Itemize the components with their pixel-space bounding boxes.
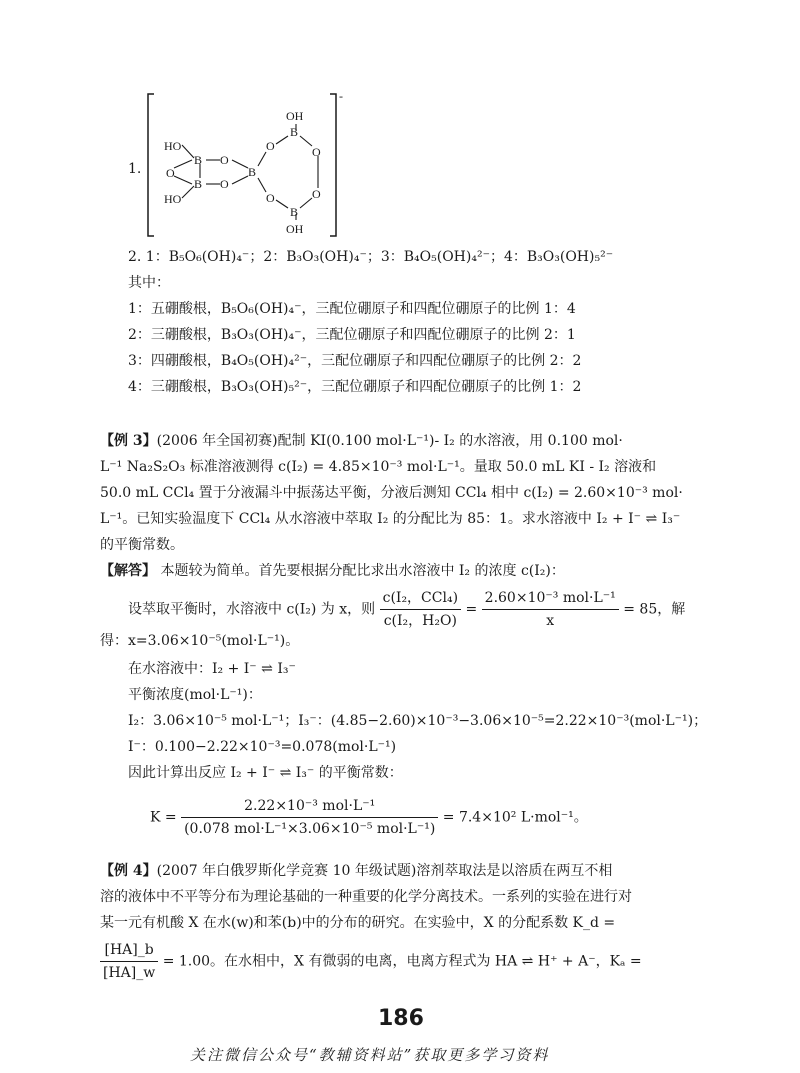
example3-line-2: L⁻¹ Na₂S₂O₃ 标准溶液测得 c(I₂) = 4.85×10⁻³ mol·L⁻¹。量取 50.0 mL KI - I₂ 溶液和 [100,459,657,475]
answer-item-1: 1：五硼酸根，B₅O₆(OH)₄⁻，三配位硼原子和四配位硼原子的比例 1：4 [128,301,576,317]
page-number: 186 [378,1006,424,1031]
example4-line-2: 溶的液体中不平等分布为理论基础的一种重要的化学分离技术。一系列的实验在进行对 [100,889,632,905]
solution3-intro: 本题较为简单。首先要根据分配比求出水溶液中 I₂ 的浓度 c(I₂)： [160,563,565,579]
atom-o5: O [266,191,275,205]
atom-o6: O [312,145,321,159]
atom-ho-lower: HO [164,192,182,206]
example3-line-5: 的平衡常数。 [100,537,184,553]
among-label: 其中： [128,275,170,291]
solution3-setup: 设萃取平衡时，水溶液中 c(I₂) 为 x，则 $\frac{\text{c(I₂，CCl₄)}}{\text{c(I₂，H₂O)}}$ = $\frac{\text{2.60×10⁻³ mol·L⁻¹}}{x}$ = 85，解 [128,590,686,629]
answer-line-2-prefix: 2. 1： [128,249,169,265]
atom-b2: B [194,177,203,191]
fraction-value-den: x [546,613,555,629]
atom-b1: B [194,153,203,167]
example4-line-3: 某一元有机酸 X 在水(w)和苯(b)中的分布的研究。在实验中，X 的分配系数 K_d = [100,915,616,931]
answer-line-2-part2: 2：B₃O₃(OH)₄⁻； [263,249,381,265]
eq-conc-label: 平衡浓度(mol·L⁻¹)： [128,687,262,703]
answer-item-2: 2：三硼酸根，B₃O₃(OH)₄⁻，三配位硼原子和四配位硼原子的比例 2：1 [128,327,576,343]
atom-o7: O [312,187,321,201]
fraction-distribution-num: c(I₂，CCl₄) [380,588,461,610]
atom-ho-upper: HO [164,139,182,153]
item-number: 1. [128,161,142,177]
answer-line-2 [128,248,613,266]
atom-o4: O [266,139,275,153]
answer-item-3: 3：四硼酸根，B₄O₅(OH)₄²⁻，三配位硼原子和四配位硼原子的比例 2：2 [128,353,582,369]
example3-line-1 [100,432,623,450]
atom-b3: B [248,165,257,179]
fraction-distribution-den: c(I₂，H₂O) [383,613,457,629]
k-fraction-num: 2.22×10⁻³ mol·L⁻¹ [181,796,438,818]
atom-oh-bottom: OH [286,222,304,236]
example3-line-4: L⁻¹。已知实验温度下 CCl₄ 从水溶液中萃取 I₂ 的分配比为 85：1。求水溶液中 I₂ + I⁻ ⇌ I₃⁻ [100,511,681,527]
fraction-value [482,588,619,631]
hab-fraction-num: [HA]_b [100,940,158,962]
answer-line-2-part1: B₅O₆(OH)₄⁻； [168,249,264,265]
therefore-line: 因此计算出反应 I₂ + I⁻ ⇌ I₃⁻ 的平衡常数： [128,765,403,781]
example3-label: 【例 3】 [100,433,157,449]
example4-line-4 [100,940,642,983]
conc-line-1: I₂：3.06×10⁻⁵ mol·L⁻¹；I₃⁻：(4.85−2.60)×10⁻³−3.06×10⁻⁵=2.22×10⁻³(mol·L⁻¹)； [128,713,708,729]
answer-line-2-part3: 3：B₄O₅(OH)₄²⁻； [380,249,504,265]
k-fraction-den: (0.078 mol·L⁻¹×3.06×10⁻⁵ mol·L⁻¹) [184,821,436,837]
k-lhs: K = [150,809,177,826]
setup-prefix: 设萃取平衡时，水溶液中 c(I₂) 为 x，则 [128,601,376,618]
k-equation [150,796,588,839]
charge-minus: - [339,90,343,103]
atom-o2: O [220,153,229,167]
conc-line-2: I⁻：0.100−2.22×10⁻³=0.078(mol·L⁻¹) [128,739,397,755]
solution3-intro-line [100,562,565,580]
k-rhs: = 7.4×10² L·mol⁻¹。 [442,809,588,826]
footer-note: 关注微信公众号“教辅资料站”获取更多学习资料 [190,1046,550,1064]
solution3-label: 【解答】 [100,563,156,579]
atom-oh-top: OH [286,109,304,123]
example3-line-3: 50.0 mL CCl₄ 置于分液漏斗中振荡达平衡，分液后测知 CCl₄ 相中 c(I₂) = 2.60×10⁻³ mol· [100,485,683,501]
atom-o3: O [220,177,229,191]
borate-structure-diagram [140,90,360,240]
fraction-distribution [380,588,461,631]
atom-b4: B [290,125,299,139]
setup-suffix: = 85，解 [623,601,686,618]
fraction-value-num: 2.60×10⁻³ mol·L⁻¹ [482,588,619,610]
example3-text-1: (2006 年全国初赛)配制 KI(0.100 mol·L⁻¹)- I₂ 的水溶液，用 0.100 mol· [156,433,623,449]
atom-o1: O [166,166,175,180]
answer-line-2-part4: 4：B₃O₃(OH)₅²⁻ [503,249,614,265]
example4-text-1: (2007 年白俄罗斯化学竞赛 10 年级试题)溶剂萃取法是以溶质在两互不相 [156,863,613,879]
in-water-eq: 在水溶液中：I₂ + I⁻ ⇌ I₃⁻ [128,661,296,677]
example4-label: 【例 4】 [100,863,157,879]
atom-b5: B [290,205,299,219]
example4-last-line: = 1.00。在水相中，X 有微弱的电离，电离方程式为 HA ⇌ H⁺ + A⁻，Kₐ = [162,953,642,970]
answer-item-4: 4：三硼酸根，B₃O₃(OH)₅²⁻，三配位硼原子和四配位硼原子的比例 1：2 [128,379,582,395]
hab-fraction-den: [HA]_w [103,965,156,981]
k-fraction [181,796,438,839]
example4-line-1 [100,862,612,880]
hab-fraction [100,940,158,983]
result-x: 得：x=3.06×10⁻⁵(mol·L⁻¹)。 [100,633,300,649]
